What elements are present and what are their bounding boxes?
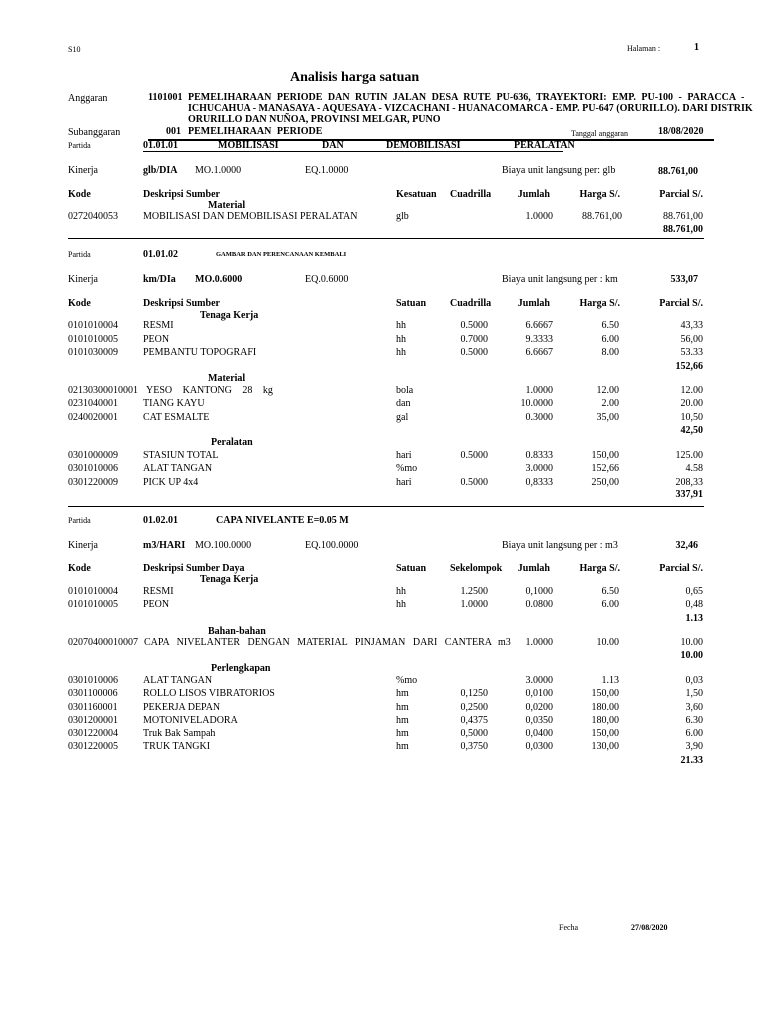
col-satuan: Satuan — [396, 563, 427, 574]
group-subtotal: 42,50 — [680, 425, 703, 436]
page-number: 1 — [694, 42, 699, 53]
row-parcial: 43,33 — [680, 320, 703, 331]
divider — [68, 238, 704, 239]
mo-value: MO.0.6000 — [195, 274, 243, 285]
row-kode: 0301220009 — [68, 477, 118, 488]
row-kode: 0301100006 — [68, 688, 118, 699]
row-jumlah: 1.0000 — [525, 211, 553, 222]
col-sekelompok: Sekelompok — [450, 563, 503, 574]
fecha-value: 27/08/2020 — [631, 923, 668, 932]
subanggaran-name: PEMELIHARAAN PERIODE — [188, 126, 323, 137]
row-jumlah: 10.0000 — [520, 398, 553, 409]
date-label: Tanggal anggaran — [571, 129, 628, 138]
eq-value: EQ.0.6000 — [305, 274, 349, 285]
row-harga: 180,00 — [591, 715, 619, 726]
row-parcial: 0,65 — [685, 586, 703, 597]
row-kode: 0101010004 — [68, 586, 118, 597]
row-kode: 0272040053 — [68, 211, 118, 222]
row-sekelompok: 1.0000 — [460, 599, 488, 610]
group-subtotal: 10.00 — [680, 650, 703, 661]
kinerja-label: Kinerja — [68, 165, 98, 176]
partida-code: 01.01.02 — [143, 249, 178, 260]
row-parcial: 1,50 — [685, 688, 703, 699]
row-kode: 0101010005 — [68, 599, 118, 610]
partida-label: Partida — [68, 516, 91, 525]
row-parcial: 56,00 — [680, 334, 703, 345]
row-sekelompok: 0,5000 — [460, 728, 488, 739]
row-harga: 35,00 — [596, 412, 619, 423]
anggaran-code: 1101001 — [148, 92, 183, 103]
row-desc: MOTONIVELADORA — [143, 715, 238, 726]
anggaran-line-3: ORURILLO DAN NUÑOA, PROVINSI MELGAR, PUNO — [188, 114, 441, 125]
row-parcial: 208,33 — [675, 477, 703, 488]
mo-value: MO.1.0000 — [195, 165, 242, 176]
row-parcial: 12.00 — [680, 385, 703, 396]
row-cuadrilla: 0.5000 — [460, 320, 488, 331]
row-harga: 180.00 — [591, 702, 619, 713]
row-unit: dan — [396, 398, 411, 409]
row-jumlah: 0.8333 — [525, 450, 553, 461]
row-desc: ALAT TANGAN — [143, 463, 213, 474]
row-sekelompok: 1.2500 — [460, 586, 488, 597]
biaya-value: 533,07 — [670, 274, 698, 285]
row-cuadrilla: 0.5000 — [460, 450, 488, 461]
col-parcial: Parcial S/. — [659, 563, 703, 574]
row-jumlah: 0,0100 — [525, 688, 553, 699]
subanggaran-label: Subanggaran — [68, 127, 121, 138]
row-parcial: 53.33 — [680, 347, 703, 358]
row-desc: PEON — [143, 334, 170, 345]
col-jumlah: Jumlah — [517, 298, 550, 309]
row-kode: 0101010004 — [68, 320, 118, 331]
row-jumlah: 3.0000 — [525, 675, 553, 686]
row-kode: 0301000009 — [68, 450, 118, 461]
row-unit: m3 — [498, 637, 511, 648]
row-harga: 150,00 — [591, 688, 619, 699]
row-unit: glb — [396, 211, 409, 222]
row-parcial: 0,48 — [685, 599, 703, 610]
col-jumlah: Jumlah — [517, 563, 550, 574]
row-kode: 0301200001 — [68, 715, 118, 726]
row-kode: 0231040001 — [68, 398, 118, 409]
row-jumlah: 0,0350 — [525, 715, 553, 726]
col-harga: Harga S/. — [579, 563, 620, 574]
group-subtotal: 337,91 — [675, 489, 703, 500]
row-unit: hh — [396, 599, 406, 610]
group-title: Material — [208, 373, 246, 384]
col-harga: Harga S/. — [579, 298, 620, 309]
row-jumlah: 6.6667 — [525, 320, 553, 331]
row-jumlah: 0,8333 — [525, 477, 553, 488]
fecha-label: Fecha — [559, 923, 579, 932]
row-desc: CAT ESMALTE — [143, 412, 210, 423]
partida-name-2: DAN — [322, 140, 344, 151]
partida-label: Partida — [68, 250, 91, 259]
row-parcial: 20.00 — [680, 398, 703, 409]
page-label: Halaman : — [627, 44, 661, 53]
section-total: 88.761,00 — [663, 224, 703, 235]
row-harga: 88.761,00 — [582, 211, 622, 222]
row-parcial: 10,50 — [680, 412, 703, 423]
row-kode: 02070400010007 — [68, 637, 138, 648]
anggaran-label: Anggaran — [68, 93, 108, 104]
row-unit: hh — [396, 334, 406, 345]
row-unit: bola — [396, 385, 414, 396]
page-title: Analisis harga satuan — [290, 70, 420, 85]
row-cuadrilla: 0.5000 — [460, 347, 488, 358]
group-subtotal: 21.33 — [680, 755, 703, 766]
col-jumlah: Jumlah — [517, 189, 550, 200]
row-jumlah: 0,1000 — [525, 586, 553, 597]
row-desc: CAPA NIVELANTER DENGAN MATERIAL PINJAMAN DARI CANTERA — [144, 637, 492, 648]
row-unit: hari — [396, 450, 412, 461]
row-harga: 152,66 — [591, 463, 619, 474]
row-unit: hm — [396, 741, 409, 752]
row-harga: 2.00 — [601, 398, 619, 409]
row-harga: 8.00 — [601, 347, 619, 358]
mo-value: MO.100.0000 — [195, 540, 252, 551]
col-kode: Kode — [68, 298, 91, 309]
partida-label: Partida — [68, 141, 91, 150]
kinerja-unit: m3/HARI — [143, 540, 186, 551]
subanggaran-code: 001 — [166, 126, 181, 137]
row-kode: 02130300010001 — [68, 385, 138, 396]
row-parcial: 10.00 — [680, 637, 703, 648]
kinerja-unit: km/DIa — [143, 274, 176, 285]
eq-value: EQ.1.0000 — [305, 165, 349, 176]
divider — [68, 506, 704, 507]
row-jumlah: 0,0400 — [525, 728, 553, 739]
row-jumlah: 9.3333 — [525, 334, 553, 345]
row-jumlah: 1.0000 — [525, 637, 553, 648]
row-desc: PICK UP 4x4 — [143, 477, 199, 488]
group-title: Tenaga Kerja — [200, 574, 259, 585]
kinerja-unit: glb/DIA — [143, 165, 178, 176]
row-harga: 150,00 — [591, 450, 619, 461]
row-desc: PEKERJA DEPAN — [143, 702, 221, 713]
row-cuadrilla: 0.5000 — [460, 477, 488, 488]
anggaran-line-2: ICHUCAHUA - MANASAYA - AQUESAYA - VIZCACHANI - HUANACOMARCA - EMP. PU-647 (ORURILLO). DARI DISTRIK — [188, 103, 753, 114]
col-deskripsi: Deskripsi Sumber — [143, 189, 220, 200]
row-unit: hm — [396, 728, 409, 739]
row-unit: hari — [396, 477, 412, 488]
col-parcial: Parcial S/. — [659, 298, 703, 309]
row-kode: 0101030009 — [68, 347, 118, 358]
row-kode: 0101010005 — [68, 334, 118, 345]
report-code: S10 — [68, 45, 81, 54]
biaya-label: Biaya unit langsung per: glb — [502, 165, 616, 176]
row-jumlah: 6.6667 — [525, 347, 553, 358]
col-cuadrilla: Cuadrilla — [450, 298, 492, 309]
row-harga: 6.50 — [601, 320, 619, 331]
row-parcial: 4.58 — [685, 463, 703, 474]
eq-value: EQ.100.0000 — [305, 540, 359, 551]
partida-name: CAPA NIVELANTE E=0.05 M — [216, 515, 349, 526]
row-desc: STASIUN TOTAL — [143, 450, 219, 461]
row-desc: PEMBANTU TOPOGRAFI — [143, 347, 257, 358]
row-desc: ROLLO LISOS VIBRATORIOS — [143, 688, 275, 699]
col-satuan: Satuan — [396, 298, 427, 309]
row-harga: 1.13 — [601, 675, 619, 686]
group-subtotal: 1.13 — [685, 613, 703, 624]
group-title: Perlengkapan — [211, 663, 271, 674]
row-sekelompok: 0,1250 — [460, 688, 488, 699]
col-cuadrilla: Cuadrilla — [450, 189, 492, 200]
kinerja-label: Kinerja — [68, 274, 98, 285]
row-parcial: 125.00 — [675, 450, 703, 461]
partida-name: GAMBAR DAN PERENCANAAN KEMBALI — [216, 251, 347, 258]
row-harga: 12.00 — [596, 385, 619, 396]
row-kode: 0301010006 — [68, 463, 118, 474]
row-kode: 0301220004 — [68, 728, 118, 739]
row-jumlah: 1.0000 — [525, 385, 553, 396]
divider — [143, 151, 563, 152]
row-unit: hm — [396, 702, 409, 713]
group-title: Peralatan — [211, 437, 253, 448]
row-kode: 0301220005 — [68, 741, 118, 752]
anggaran-line-1: PEMELIHARAAN PERIODE DAN RUTIN JALAN DESA RUTE PU-636, TRAYEKTORI: EMP. PU-100 - PARACCA - — [188, 92, 745, 103]
row-harga: 6.50 — [601, 586, 619, 597]
row-unit: hm — [396, 688, 409, 699]
row-unit: hh — [396, 347, 406, 358]
row-unit: %mo — [396, 675, 418, 686]
row-harga: 6.00 — [601, 334, 619, 345]
biaya-value: 88.761,00 — [658, 166, 698, 177]
col-deskripsi: Deskripsi Sumber — [143, 298, 220, 309]
row-kode: 0301160001 — [68, 702, 118, 713]
kinerja-label: Kinerja — [68, 540, 98, 551]
row-jumlah: 0.0800 — [525, 599, 553, 610]
row-parcial: 0,03 — [685, 675, 703, 686]
row-desc: TRUK TANGKI — [143, 741, 211, 752]
row-cuadrilla: 0.7000 — [460, 334, 488, 345]
row-jumlah: 0.3000 — [525, 412, 553, 423]
row-harga: 130,00 — [591, 741, 619, 752]
partida-name-3: DEMOBILISASI — [386, 140, 461, 151]
col-satuan: Kesatuan — [396, 189, 437, 200]
group-title: Material — [208, 200, 246, 211]
row-parcial: 6.00 — [685, 728, 703, 739]
biaya-label: Biaya unit langsung per : km — [502, 274, 618, 285]
row-unit: hm — [396, 715, 409, 726]
biaya-label: Biaya unit langsung per : m3 — [502, 540, 618, 551]
row-desc: Truk Bak Sampah — [143, 728, 216, 739]
row-unit: %mo — [396, 463, 418, 474]
row-desc: TIANG KAYU — [143, 398, 205, 409]
col-parcial: Parcial S/. — [659, 189, 703, 200]
partida-code: 01.02.01 — [143, 515, 178, 526]
row-unit: hh — [396, 586, 406, 597]
col-kode: Kode — [68, 563, 91, 574]
row-unit: gal — [396, 412, 409, 423]
row-desc: PEON — [143, 599, 170, 610]
col-deskripsi: Deskripsi Sumber Daya — [143, 563, 245, 574]
row-harga: 250,00 — [591, 477, 619, 488]
row-desc: YESO KANTONG 28 kg — [146, 385, 273, 396]
row-unit: hh — [396, 320, 406, 331]
row-kode: 0240020001 — [68, 412, 118, 423]
col-harga: Harga S/. — [579, 189, 620, 200]
biaya-value: 32,46 — [675, 540, 698, 551]
row-desc: MOBILISASI DAN DEMOBILISASI PERALATAN — [143, 211, 358, 222]
group-subtotal: 152,66 — [675, 361, 703, 372]
row-sekelompok: 0,2500 — [460, 702, 488, 713]
row-jumlah: 3.0000 — [525, 463, 553, 474]
row-harga: 6.00 — [601, 599, 619, 610]
col-kode: Kode — [68, 189, 91, 200]
row-desc: ALAT TANGAN — [143, 675, 213, 686]
row-jumlah: 0,0200 — [525, 702, 553, 713]
row-desc: RESMI — [143, 586, 174, 597]
group-title: Bahan-bahan — [208, 626, 266, 637]
partida-name-4: PERALATAN — [514, 140, 575, 151]
group-title: Tenaga Kerja — [200, 310, 259, 321]
partida-name-1: MOBILISASI — [218, 140, 279, 151]
partida-code: 01.01.01 — [143, 140, 178, 151]
row-sekelompok: 0,3750 — [460, 741, 488, 752]
row-desc: RESMI — [143, 320, 174, 331]
row-parcial: 6.30 — [685, 715, 703, 726]
budget-date: 18/08/2020 — [658, 126, 704, 137]
row-harga: 10.00 — [596, 637, 619, 648]
row-parcial: 3,60 — [685, 702, 703, 713]
row-harga: 150,00 — [591, 728, 619, 739]
row-parcial: 88.761,00 — [663, 211, 703, 222]
row-jumlah: 0,0300 — [525, 741, 553, 752]
row-parcial: 3,90 — [685, 741, 703, 752]
row-sekelompok: 0,4375 — [460, 715, 488, 726]
row-kode: 0301010006 — [68, 675, 118, 686]
